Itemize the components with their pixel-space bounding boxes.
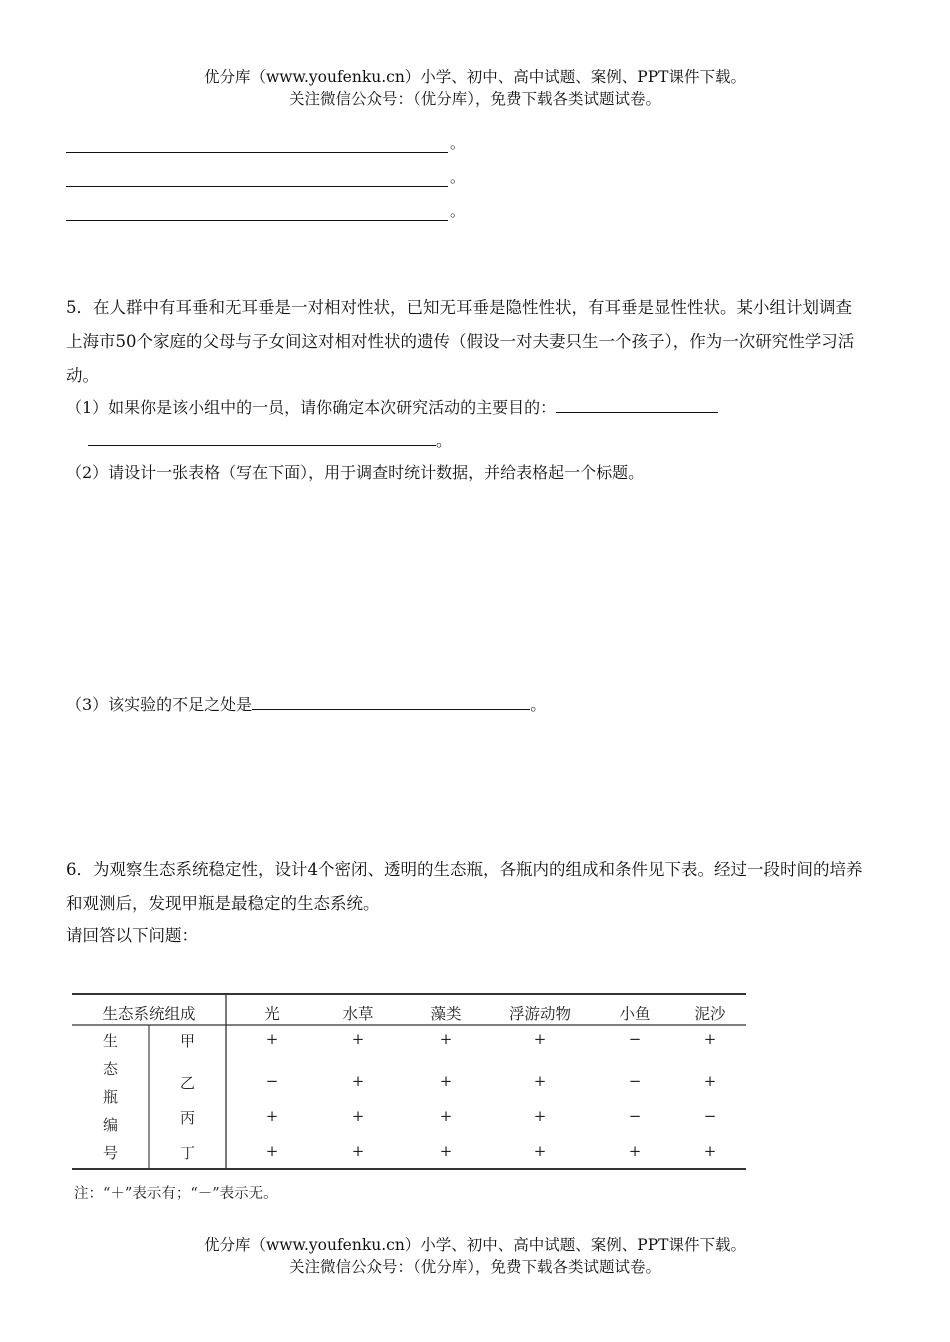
header-line-2: 关注微信公众号：（优分库），免费下载各类试题试卷。 <box>288 90 661 108</box>
table-cell: + <box>533 1030 547 1048</box>
side-label-char: 生 <box>102 1032 118 1050</box>
table-cell: + <box>703 1030 717 1048</box>
table-cell: + <box>265 1030 279 1048</box>
table-cell: + <box>628 1142 642 1160</box>
table-cell: + <box>533 1107 547 1125</box>
table-cell: + <box>265 1142 279 1160</box>
row-label: 丙 <box>179 1109 195 1127</box>
table-cell: + <box>439 1030 453 1048</box>
table-cell: + <box>351 1107 365 1125</box>
q5-sub1 <box>66 395 718 420</box>
table-cell: + <box>533 1142 547 1160</box>
table-cell: + <box>439 1072 453 1090</box>
table-cell: + <box>703 1072 717 1090</box>
col-header-light: 光 <box>264 1005 280 1023</box>
footer-line-2: 关注微信公众号：（优分库），免费下载各类试题试卷。 <box>288 1258 661 1276</box>
row-label: 乙 <box>179 1074 195 1092</box>
table-cell: + <box>351 1142 365 1160</box>
q5-sub3-blank[interactable] <box>252 692 530 710</box>
answer-line-end: 。 <box>450 134 466 152</box>
q5-sub1-blank[interactable] <box>556 395 718 413</box>
q5-sub3-label: （3）该实验的不足之处是 <box>66 695 253 714</box>
table-cell: + <box>439 1142 453 1160</box>
side-label-char: 瓶 <box>102 1088 118 1106</box>
q5-sub3 <box>66 692 546 717</box>
q6-prompt: 请回答以下问题： <box>66 926 198 945</box>
page-header <box>0 66 950 110</box>
side-label-char: 编 <box>102 1116 118 1134</box>
header-line-1: 优分库（www.youfenku.cn）小学、初中、高中试题、案例、PPT课件下载。 <box>203 68 747 86</box>
side-label-char: 号 <box>102 1144 118 1162</box>
ecosystem-table <box>72 992 748 1202</box>
page-footer <box>0 1234 950 1278</box>
table-cell: + <box>351 1030 365 1048</box>
table-corner-header: 生态系统组成 <box>102 1005 196 1023</box>
col-header-sand: 泥沙 <box>694 1005 726 1023</box>
table-cell: + <box>351 1072 365 1090</box>
row-label: 甲 <box>179 1032 195 1050</box>
table-cell: − <box>628 1107 642 1125</box>
table-note: 注：“＋”表示有；“－”表示无。 <box>74 1186 278 1202</box>
table-cell: − <box>628 1072 642 1090</box>
table-cell: − <box>628 1030 642 1048</box>
table-cell: + <box>703 1142 717 1160</box>
table-cell: − <box>265 1072 279 1090</box>
col-header-algae: 藻类 <box>430 1005 462 1023</box>
side-label-char: 态 <box>102 1060 118 1078</box>
answer-line-1[interactable] <box>66 132 465 152</box>
q5-sub3-end: 。 <box>530 695 547 714</box>
q5-sub1-label: （1）如果你是该小组中的一员，请你确定本次研究活动的主要目的： <box>66 398 557 417</box>
answer-line-end: 。 <box>450 168 466 186</box>
q5-sub1-end: 。 <box>436 431 453 450</box>
table-cell: + <box>439 1107 453 1125</box>
answer-line-end: 。 <box>450 202 466 220</box>
answer-line-2[interactable] <box>66 166 465 186</box>
q5-text: 5．在人群中有耳垂和无耳垂是一对相对性状，已知无耳垂是隐性性状，有耳垂是显性性状。某小组计划调查上海市50个家庭的父母与子女间这对相对性状的遗传（假设一对夫妻只生一个孩子），作为一次研究性学习活动。 <box>66 298 855 385</box>
col-header-waterweed: 水草 <box>342 1005 374 1023</box>
q5-sub1-continue <box>88 428 452 453</box>
col-header-zooplankton: 浮游动物 <box>508 1005 571 1023</box>
answer-line-3[interactable] <box>66 200 465 220</box>
q5-sub2: （2）请设计一张表格（写在下面），用于调查时统计数据，并给表格起一个标题。 <box>66 463 645 482</box>
row-label: 丁 <box>179 1144 195 1162</box>
q6-text: 6．为观察生态系统稳定性，设计4个密闭、透明的生态瓶，各瓶内的组成和条件见下表。经过一段时间的培养和观测后，发现甲瓶是最稳定的生态系统。 <box>66 860 863 913</box>
col-header-fish: 小鱼 <box>619 1005 651 1023</box>
footer-line-1: 优分库（www.youfenku.cn）小学、初中、高中试题、案例、PPT课件下载。 <box>203 1236 747 1254</box>
table-cell: + <box>533 1072 547 1090</box>
table-cell: − <box>703 1107 717 1125</box>
q5-sub1-blank-2[interactable] <box>88 428 436 446</box>
table-cell: + <box>265 1107 279 1125</box>
